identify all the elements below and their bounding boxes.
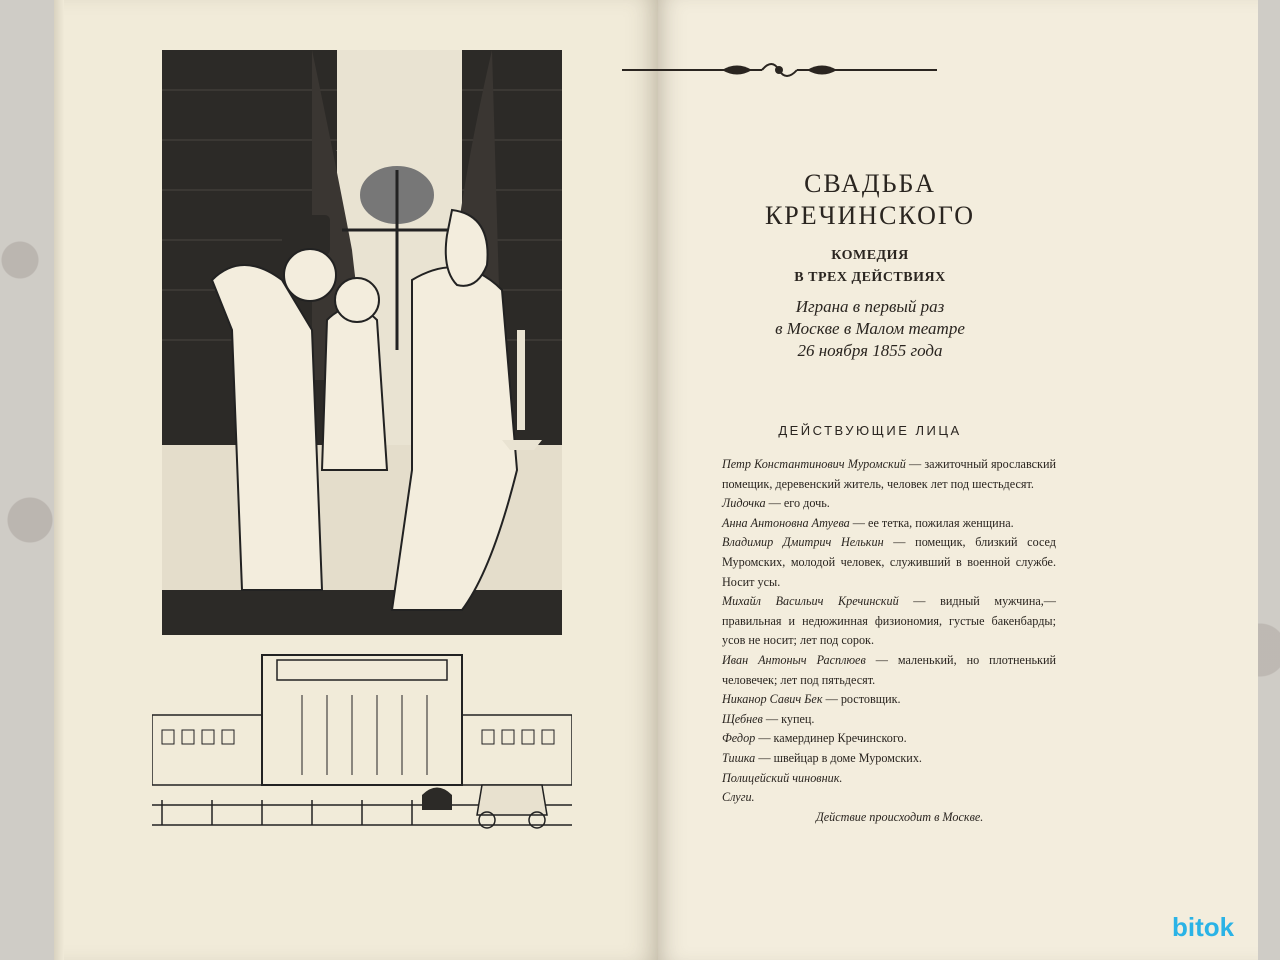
subtitle-line-2: В ТРЕХ ДЕЙСТВИЯХ <box>794 270 946 285</box>
cast-entry <box>706 788 1056 808</box>
cast-entry <box>706 494 1056 514</box>
cast-name: Петр Константинович Муромский <box>722 457 906 471</box>
cast-entry <box>706 455 1056 494</box>
cast-name: Полицейский чиновник. <box>722 770 843 785</box>
cast-entry <box>706 690 1056 710</box>
subtitle-line-1: КОМЕДИЯ <box>831 248 909 263</box>
premiere-line-3: 26 ноября 1855 года <box>797 341 943 360</box>
left-page <box>62 0 658 960</box>
cast-description: — зажиточный ярославский помещик, деревенский житель, человек лет под шестьдесят. <box>722 457 1056 491</box>
decorative-rule-ornament <box>622 55 937 85</box>
cast-description: — ростовщик. <box>822 692 901 707</box>
cast-name: Слуги. <box>722 790 755 805</box>
cast-entry <box>706 651 1056 690</box>
stage-scene-illustration <box>162 50 562 635</box>
cast-entry <box>706 514 1056 534</box>
premiere-note <box>710 296 1030 362</box>
cast-entry <box>706 592 1056 651</box>
cast-name: Анна Антоновна Атуева <box>722 515 850 530</box>
cast-description: — маленький, но плотненький человечек; лет под пятьдесят. <box>722 652 1056 687</box>
cast-heading: ДЕЙСТВУЮЩИЕ ЛИЦА <box>778 423 962 438</box>
watermark-text: bitok <box>1172 912 1235 942</box>
title-line-2: КРЕЧИНСКОГО <box>764 201 976 230</box>
cast-entry <box>706 769 1056 789</box>
title-line-1: СВАДЬБА <box>804 169 936 198</box>
cast-name: Владимир Дмитрич Нелькин <box>722 535 884 550</box>
cast-description: — видный мужчина,— правильная и недюжинная физиономия, густые бакенбарды; усов не носит; лет под сорок. <box>722 594 1056 648</box>
cast-entry <box>706 749 1056 769</box>
premiere-line-2: в Москве в Малом театре <box>775 319 965 338</box>
page-edges <box>54 0 64 960</box>
open-book <box>62 0 1258 960</box>
cast-name: Лидочка <box>722 496 766 511</box>
site-watermark <box>1172 910 1277 944</box>
cast-name: Михайл Васильич Кречинский <box>722 594 899 609</box>
cast-name: Тишка <box>722 750 756 765</box>
cast-name: Иван Антоныч Расплюев <box>722 652 866 667</box>
cast-entry <box>706 729 1056 749</box>
cast-name: Никанор Савич Бек <box>722 692 823 707</box>
cast-name: Федор <box>722 731 756 746</box>
cast-description: — его дочь. <box>765 496 830 511</box>
cast-description: — ее тетка, пожилая женщина. <box>849 515 1014 530</box>
play-title <box>710 168 1030 232</box>
theatre-building-illustration <box>152 645 572 830</box>
cast-entry <box>706 533 1056 592</box>
cast-list <box>706 455 1056 827</box>
cast-entry <box>706 710 1056 730</box>
setting-note: Действие происходит в Москве. <box>816 809 984 824</box>
cast-description: — помещик, близкий сосед Муромских, молодой человек, служивший в военной службе. Носит усы. <box>722 535 1056 589</box>
cast-description: — купец. <box>762 711 815 726</box>
cast-name: Щебнев <box>722 711 763 726</box>
premiere-line-1: Играна в первый раз <box>795 297 945 316</box>
cast-description: — швейцар в доме Муромских. <box>755 750 922 765</box>
cast-description: — камердинер Кречинского. <box>755 731 907 746</box>
play-genre <box>710 245 1030 289</box>
